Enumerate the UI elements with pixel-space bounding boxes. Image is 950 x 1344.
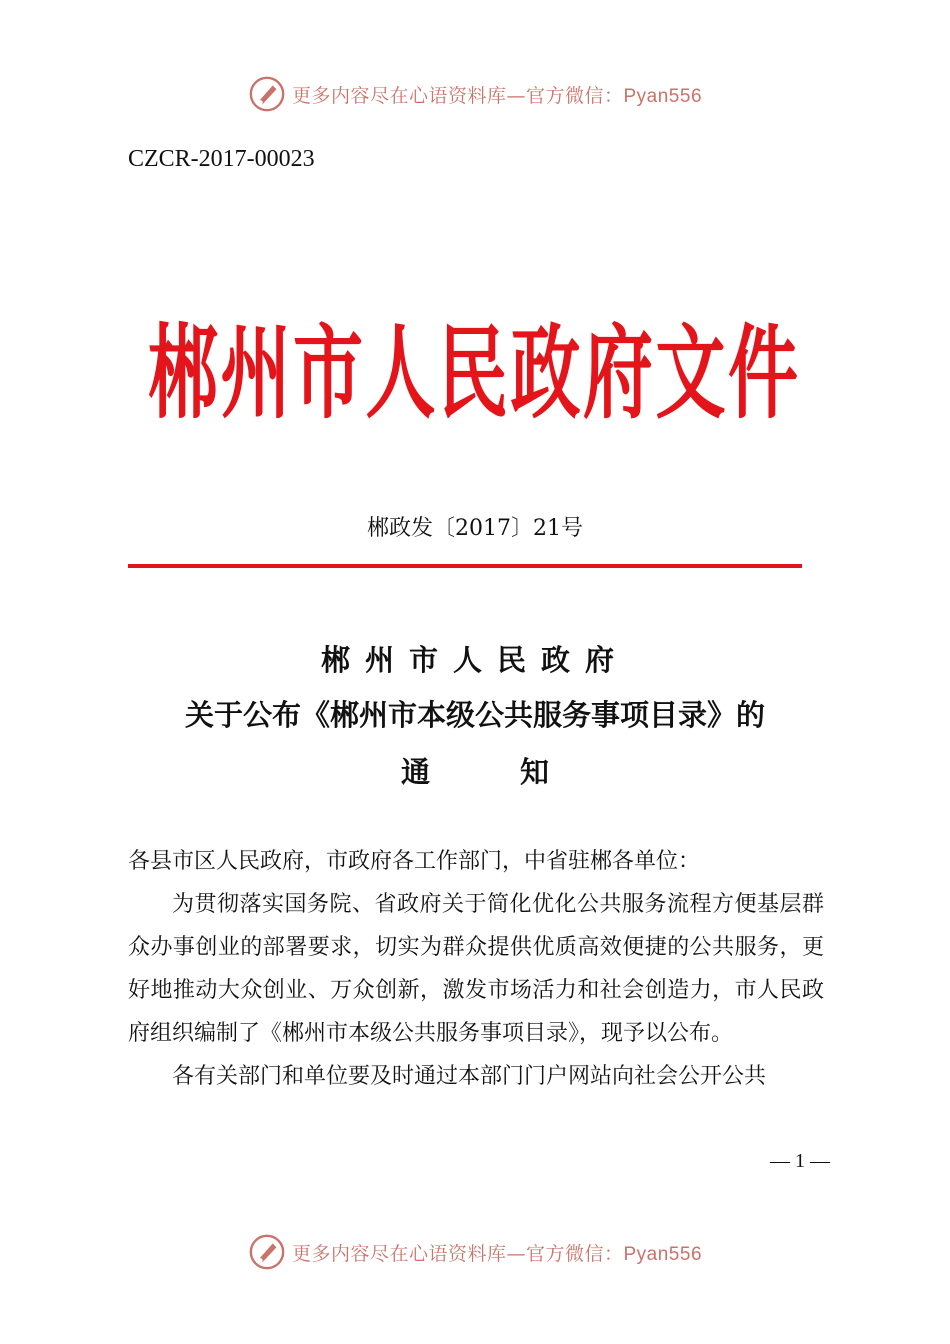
title-subject: 关于公布《郴州市本级公共服务事项目录》的 (184, 698, 765, 732)
masthead-char: 人 (365, 313, 436, 433)
watermark-top (0, 74, 950, 114)
pen-seal-logo-icon (248, 75, 286, 113)
masthead-char: 郴 (148, 313, 218, 433)
document-code: CZCR-2017-00023 (128, 146, 315, 172)
masthead-title (148, 300, 798, 433)
masthead-char: 文 (655, 313, 726, 433)
watermark-text: 更多内容尽在心语资料库—官方微信：Pyan556 (291, 84, 703, 107)
masthead-char: 府 (583, 313, 653, 433)
body-paragraph: 为贯彻落实国务院、省政府关于简化优化公共服务流程方便基层群众办事创业的部署要求，切实为群众提供优质高效便捷的公共服务，更好地推动大众创业、万众创新，激发市场活力和社会创造力，市人民政府组织编制了《郴州市本级公共服务事项目录》，现予以公布。 (128, 892, 824, 1046)
document-body (128, 840, 824, 1098)
masthead-char: 件 (728, 313, 798, 433)
title-notice-char: 通 (400, 755, 430, 789)
red-divider (128, 564, 802, 568)
title-notice-char: 知 (520, 755, 550, 789)
masthead-char: 政 (510, 313, 581, 433)
masthead-char: 州 (220, 313, 291, 433)
pen-seal-logo-icon (248, 1233, 286, 1271)
salutation: 各县市区人民政府，市政府各工作部门，中省驻郴各单位： (128, 849, 701, 874)
watermark-text: 更多内容尽在心语资料库—官方微信：Pyan556 (291, 1242, 703, 1265)
body-paragraph: 各有关部门和单位要及时通过本部门门户网站向社会公开公共 (172, 1064, 767, 1089)
title-issuer: 郴州市人民政府 (320, 643, 629, 677)
page-number: — 1 — (770, 1150, 830, 1172)
masthead-char: 市 (293, 313, 363, 433)
watermark-bottom (0, 1232, 950, 1272)
title-notice (0, 750, 950, 791)
document-number: 郴政发〔2017〕21号 (367, 516, 583, 541)
masthead-char: 民 (438, 313, 508, 433)
